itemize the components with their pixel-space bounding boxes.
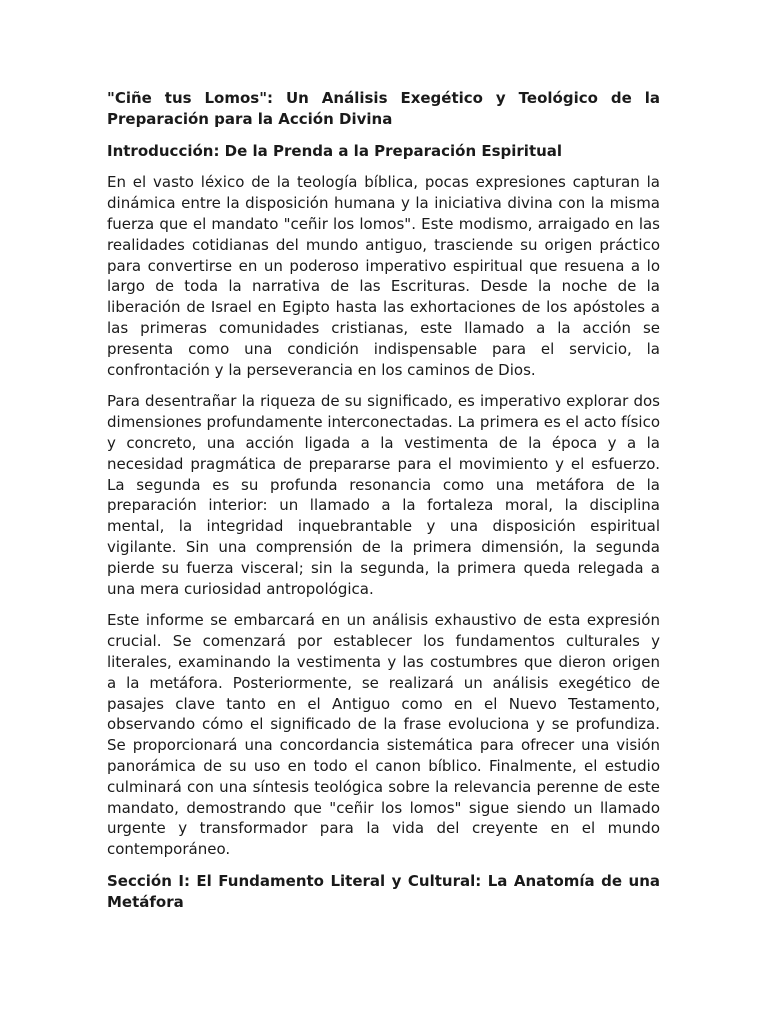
body-paragraph: En el vasto léxico de la teología bíblica, pocas expresiones capturan la dinámica entre la disposición humana y la iniciativa divina con la misma fuerza que el mandato "ceñir los lomos". Este modismo, arraigado en las realidades cotidianas del mundo antiguo, trasciende su origen práctico para convertirse en un poderoso imperativo espiritual que resuena a lo largo de toda la narrativa de las Escrituras. Desde la noche de la liberación de Israel en Egipto hasta las exhortaciones de los apóstoles a las primeras comunidades cristianas, este llamado a la acción se presenta como una condición indispensable para el servicio, la confrontación y la perseverancia en los caminos de Dios. xyxy=(107,173,660,379)
body-paragraph: Este informe se embarcará en un análisis exhaustivo de esta expresión crucial. Se comenzará por establecer los fundamentos culturales y literales, examinando la vestimenta y las costumbres que dieron origen a la metáfora. Posteriormente, se realizará un análisis exegético de pasajes clave tanto en el Antiguo como en el Nuevo Testamento, observando cómo el significado de la frase evoluciona y se profundiza. Se proporcionará una concordancia sistemática para ofrecer una visión panorámica de su uso en todo el canon bíblico. Finalmente, el estudio culminará con una síntesis teológica sobre la relevancia perenne de este mandato, demostrando que "ceñir los lomos" sigue siendo un llamado urgente y transformador para la vida del creyente en el mundo contemporáneo. xyxy=(107,611,660,859)
document-title: "Ciñe tus Lomos": Un Análisis Exegético y Teológico de la Preparación para la Acción Divina xyxy=(107,89,660,128)
body-paragraph: Para desentrañar la riqueza de su significado, es imperativo explorar dos dimensiones profundamente interconectadas. La primera es el acto físico y concreto, una acción ligada a la vestimenta de la época y a la necesidad pragmática de prepararse para el movimiento y el esfuerzo. La segunda es su profunda resonancia como una metáfora de la preparación interior: un llamado a la fortaleza moral, la disciplina mental, la integridad inquebrantable y una disposición espiritual vigilante. Sin una comprensión de la primera dimensión, la segunda pierde su fuerza visceral; sin la segunda, la primera queda relegada a una mera curiosidad antropológica. xyxy=(107,392,660,598)
document-page xyxy=(107,88,660,912)
section-heading: Sección I: El Fundamento Literal y Cultural: La Anatomía de una Metáfora xyxy=(107,871,660,911)
intro-heading: Introducción: De la Prenda a la Preparación Espiritual xyxy=(107,141,563,160)
